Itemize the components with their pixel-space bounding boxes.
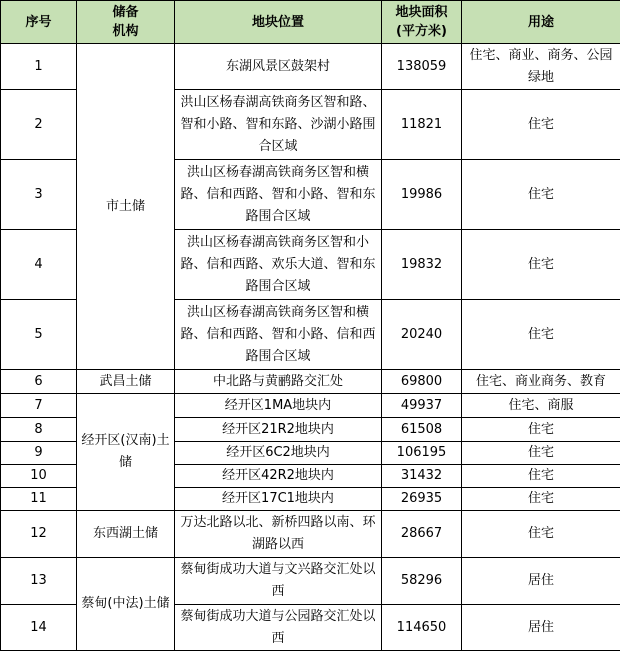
cell-location: 经开区21R2地块内: [175, 418, 382, 442]
cell-location: 洪山区杨春湖高铁商务区智和路、智和小路、智和东路、沙湖小路围合区域: [175, 90, 382, 160]
cell-index: 7: [1, 394, 77, 418]
header-usage: 用途: [462, 1, 620, 44]
cell-area: 69800: [382, 370, 462, 394]
cell-area: 49937: [382, 394, 462, 418]
cell-usage: 居住: [462, 558, 620, 605]
cell-area: 26935: [382, 488, 462, 511]
cell-area: 114650: [382, 605, 462, 651]
header-area-line2: (平方米): [396, 24, 447, 39]
cell-area: 31432: [382, 465, 462, 488]
cell-area: 19986: [382, 160, 462, 230]
cell-index: 12: [1, 511, 77, 558]
cell-location: 经开区42R2地块内: [175, 465, 382, 488]
header-row: [1, 1, 620, 44]
cell-location: 经开区6C2地块内: [175, 442, 382, 465]
cell-usage: 住宅: [462, 442, 620, 465]
cell-index: 2: [1, 90, 77, 160]
cell-location: 蔡甸街成功大道与公园路交汇处以西: [175, 605, 382, 651]
cell-usage: 住宅: [462, 488, 620, 511]
cell-usage: 住宅: [462, 465, 620, 488]
cell-index: 4: [1, 230, 77, 300]
cell-usage: 住宅、商服: [462, 394, 620, 418]
cell-index: 8: [1, 418, 77, 442]
cell-location: 洪山区杨春湖高铁商务区智和横路、信和西路、智和小路、智和东路围合区域: [175, 160, 382, 230]
cell-location: 经开区17C1地块内: [175, 488, 382, 511]
header-area: [382, 1, 462, 44]
cell-usage: 住宅: [462, 230, 620, 300]
cell-agency-wuchang: 武昌土储: [77, 370, 175, 394]
cell-location: 万达北路以北、新桥四路以南、环湖路以西: [175, 511, 382, 558]
table-row: [1, 44, 620, 90]
cell-index: 5: [1, 300, 77, 370]
cell-area: 28667: [382, 511, 462, 558]
cell-area: 19832: [382, 230, 462, 300]
cell-usage: 住宅: [462, 160, 620, 230]
cell-index: 3: [1, 160, 77, 230]
table-row: [1, 558, 620, 605]
cell-index: 14: [1, 605, 77, 651]
header-location: 地块位置: [175, 1, 382, 44]
cell-usage: 住宅: [462, 511, 620, 558]
cell-agency-jingkai: 经开区(汉南)土储: [77, 394, 175, 511]
cell-usage: 居住: [462, 605, 620, 651]
cell-usage: 住宅: [462, 418, 620, 442]
cell-area: 106195: [382, 442, 462, 465]
cell-agency-city: 市土储: [77, 44, 175, 370]
cell-index: 10: [1, 465, 77, 488]
header-agency-line2: 机构: [112, 24, 139, 39]
cell-area: 61508: [382, 418, 462, 442]
cell-area: 58296: [382, 558, 462, 605]
table-row: [1, 511, 620, 558]
cell-area: 20240: [382, 300, 462, 370]
cell-location: 经开区1MA地块内: [175, 394, 382, 418]
cell-location: 中北路与黄鹂路交汇处: [175, 370, 382, 394]
cell-location: 洪山区杨春湖高铁商务区智和小路、信和西路、欢乐大道、智和东路围合区域: [175, 230, 382, 300]
cell-agency-caidian: 蔡甸(中法)土储: [77, 558, 175, 651]
cell-location: 洪山区杨春湖高铁商务区智和横路、信和西路、智和小路、信和西路围合区域: [175, 300, 382, 370]
cell-area: 138059: [382, 44, 462, 90]
cell-index: 6: [1, 370, 77, 394]
cell-usage: 住宅、商业、商务、公园绿地: [462, 44, 620, 90]
header-area-line1: 地块面积: [395, 5, 448, 20]
cell-index: 13: [1, 558, 77, 605]
header-index: 序号: [1, 1, 77, 44]
cell-index: 9: [1, 442, 77, 465]
cell-index: 1: [1, 44, 77, 90]
cell-usage: 住宅、商业商务、教育: [462, 370, 620, 394]
header-agency: [77, 1, 175, 44]
cell-location: 东湖风景区鼓架村: [175, 44, 382, 90]
table-row: [1, 394, 620, 418]
cell-usage: 住宅: [462, 300, 620, 370]
cell-agency-dongxihu: 东西湖土储: [77, 511, 175, 558]
header-agency-line1: 储备: [112, 5, 139, 20]
cell-area: 11821: [382, 90, 462, 160]
cell-index: 11: [1, 488, 77, 511]
table-row: [1, 370, 620, 394]
cell-usage: 住宅: [462, 90, 620, 160]
cell-location: 蔡甸街成功大道与文兴路交汇处以西: [175, 558, 382, 605]
